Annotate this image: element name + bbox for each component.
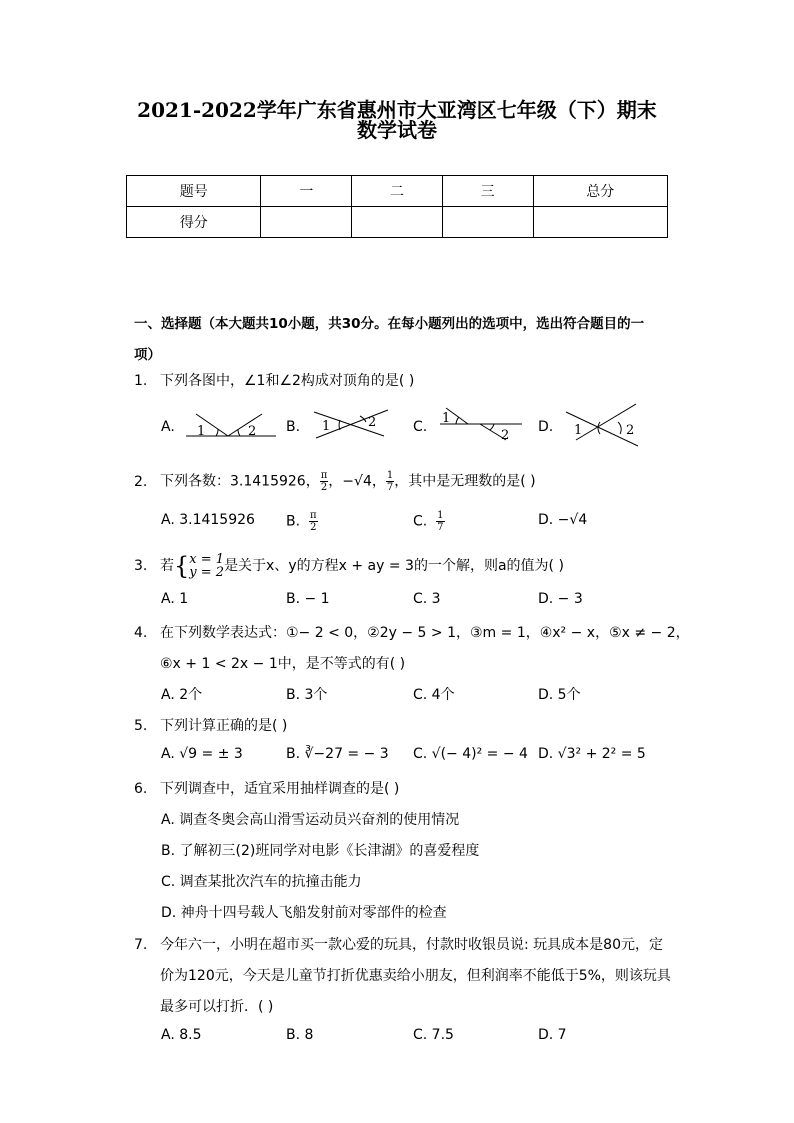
option-b: B. 3个 bbox=[286, 687, 328, 703]
angle-label-1: 1 bbox=[322, 419, 331, 434]
figure-option-d bbox=[562, 400, 642, 456]
option-c: C. 调查某批次汽车的抗撞击能力 bbox=[161, 874, 362, 890]
fraction-one-seventh: $\frac{1}{7}$ bbox=[386, 470, 394, 493]
option-c-label: C. bbox=[413, 419, 428, 435]
question-number: 5. bbox=[134, 718, 148, 734]
option-b: B. $\frac{\pi}{2}$ bbox=[286, 510, 317, 533]
angle-label-1: 1 bbox=[197, 424, 206, 439]
question-text: 若 bbox=[160, 558, 174, 574]
score-cell: 一 bbox=[261, 176, 352, 207]
question-number: 3. bbox=[134, 558, 148, 574]
score-input-cell[interactable] bbox=[352, 207, 443, 238]
angle-label-1: 1 bbox=[574, 423, 583, 438]
option-d: D. 7 bbox=[538, 1027, 567, 1043]
option-b-label: B. bbox=[286, 419, 301, 435]
question-number: 7. bbox=[134, 937, 148, 953]
score-cell: 总分 bbox=[533, 176, 668, 207]
score-input-cell[interactable] bbox=[442, 207, 533, 238]
question-7-cont: 价为120元，今天是儿童节打折优惠卖给小朋友，但利润率不能低于5%，则该玩具 bbox=[160, 968, 671, 984]
score-input-cell[interactable] bbox=[261, 207, 352, 238]
figure-option-b bbox=[310, 406, 392, 444]
option-d: D. 5个 bbox=[538, 687, 581, 703]
question-number: 4. bbox=[134, 625, 148, 641]
option-d: D. 神舟十四号载人飞船发射前对零部件的检查 bbox=[161, 905, 447, 921]
question-number: 2. bbox=[134, 473, 148, 490]
option-a: A. 1 bbox=[161, 591, 189, 607]
angle-label-1: 1 bbox=[442, 411, 451, 426]
equation-system: x = 1 y = 2 bbox=[189, 552, 225, 580]
fraction-pi-over-2: $\frac{\pi}{2}$ bbox=[309, 510, 317, 533]
score-cell: 得分 bbox=[127, 207, 261, 238]
section-heading bbox=[134, 309, 664, 371]
question-text: 下列各图中，∠1和∠2构成对顶角的是( ) bbox=[160, 373, 415, 389]
option-a-label: A. bbox=[161, 419, 175, 435]
question-text: 下列各数：3.1415926， bbox=[160, 473, 320, 490]
question-5 bbox=[134, 715, 287, 735]
option-a: A. 2个 bbox=[161, 687, 203, 703]
option-d-label: D. bbox=[538, 419, 554, 435]
section-heading-cont: 项） bbox=[134, 347, 161, 363]
question-text: 今年六一，小明在超市买一款心爱的玩具，付款时收银员说: 玩具成本是80元，定 bbox=[160, 937, 663, 953]
section-heading-text: 一、选择题（本大题共10小题，共30分。在每小题列出的选项中，选出符合题目的一 bbox=[134, 316, 645, 332]
question-6 bbox=[134, 778, 399, 798]
option-a: A. √9 = ± 3 bbox=[161, 746, 243, 762]
question-4 bbox=[134, 622, 690, 642]
question-text: 在下列数学表达式：①− 2 < 0，②2y − 5 > 1，③m = 1，④x² − x，⑤x ≠ − 2， bbox=[160, 625, 690, 641]
question-3: 3. 若{ x = 1 y = 2 是关于x、y的方程x + ay = 3的一个解，则a的值为( ) bbox=[134, 552, 564, 580]
angle-label-2: 2 bbox=[501, 428, 510, 443]
option-a: A. 调查冬奥会高山滑雪运动员兴奋剂的使用情况 bbox=[161, 812, 460, 828]
angle-label-2: 2 bbox=[248, 424, 257, 439]
fraction-pi-over-2: $\frac{\pi}{2}$ bbox=[320, 470, 328, 493]
score-table bbox=[126, 175, 668, 238]
angle-label-2: 2 bbox=[626, 423, 635, 438]
option-b: B. 了解初三(2)班同学对电影《长津湖》的喜爱程度 bbox=[161, 843, 480, 859]
score-cell: 三 bbox=[442, 176, 533, 207]
option-b: B. ∛−27 = − 3 bbox=[286, 746, 389, 762]
option-d: D. √3² + 2² = 5 bbox=[538, 746, 646, 762]
option-c: C. 4个 bbox=[413, 687, 455, 703]
option-a: A. 8.5 bbox=[161, 1027, 202, 1043]
option-b: B. − 1 bbox=[286, 591, 330, 607]
score-cell: 二 bbox=[352, 176, 443, 207]
angle-label-2: 2 bbox=[368, 415, 377, 430]
option-d: D. −√4 bbox=[538, 512, 588, 528]
exam-title-line2: 数学试卷 bbox=[357, 118, 437, 142]
question-number: 6. bbox=[134, 781, 148, 797]
question-text: 是关于x、y的方程x + ay = 3的一个解，则a的值为( ) bbox=[224, 558, 564, 574]
score-cell: 题号 bbox=[127, 176, 261, 207]
score-table-row-header bbox=[127, 176, 668, 207]
question-7-cont: 最多可以打折．( ) bbox=[160, 999, 274, 1015]
question-text: ，−√4， bbox=[328, 473, 386, 490]
question-text: 下列计算正确的是( ) bbox=[160, 718, 288, 734]
score-input-cell[interactable] bbox=[533, 207, 668, 238]
option-c: C. √(− 4)² = − 4 bbox=[413, 746, 528, 762]
question-4-cont: ⑥x + 1 < 2x − 1中，是不等式的有( ) bbox=[160, 656, 406, 672]
option-c: C. $\frac{1}{7}$ bbox=[413, 510, 444, 533]
fraction-one-seventh: $\frac{1}{7}$ bbox=[437, 510, 444, 533]
question-text: 下列调查中，适宜采用抽样调查的是( ) bbox=[160, 781, 400, 797]
option-d: D. − 3 bbox=[538, 591, 583, 607]
option-b: B. 8 bbox=[286, 1027, 314, 1043]
figure-option-a bbox=[184, 410, 278, 442]
question-text: ，其中是无理数的是( ) bbox=[394, 473, 536, 490]
option-c: C. 3 bbox=[413, 591, 441, 607]
option-c: C. 7.5 bbox=[413, 1027, 454, 1043]
question-1 bbox=[134, 370, 414, 390]
exam-title-line1: 2021-2022学年广东省惠州市大亚湾区七年级（下）期末 bbox=[137, 98, 657, 122]
question-2 bbox=[134, 470, 536, 493]
option-a: A. 3.1415926 bbox=[161, 512, 255, 528]
question-7 bbox=[134, 934, 663, 954]
question-number: 1. bbox=[134, 373, 148, 389]
figure-option-c bbox=[438, 404, 524, 444]
score-table-row-score bbox=[127, 207, 668, 238]
